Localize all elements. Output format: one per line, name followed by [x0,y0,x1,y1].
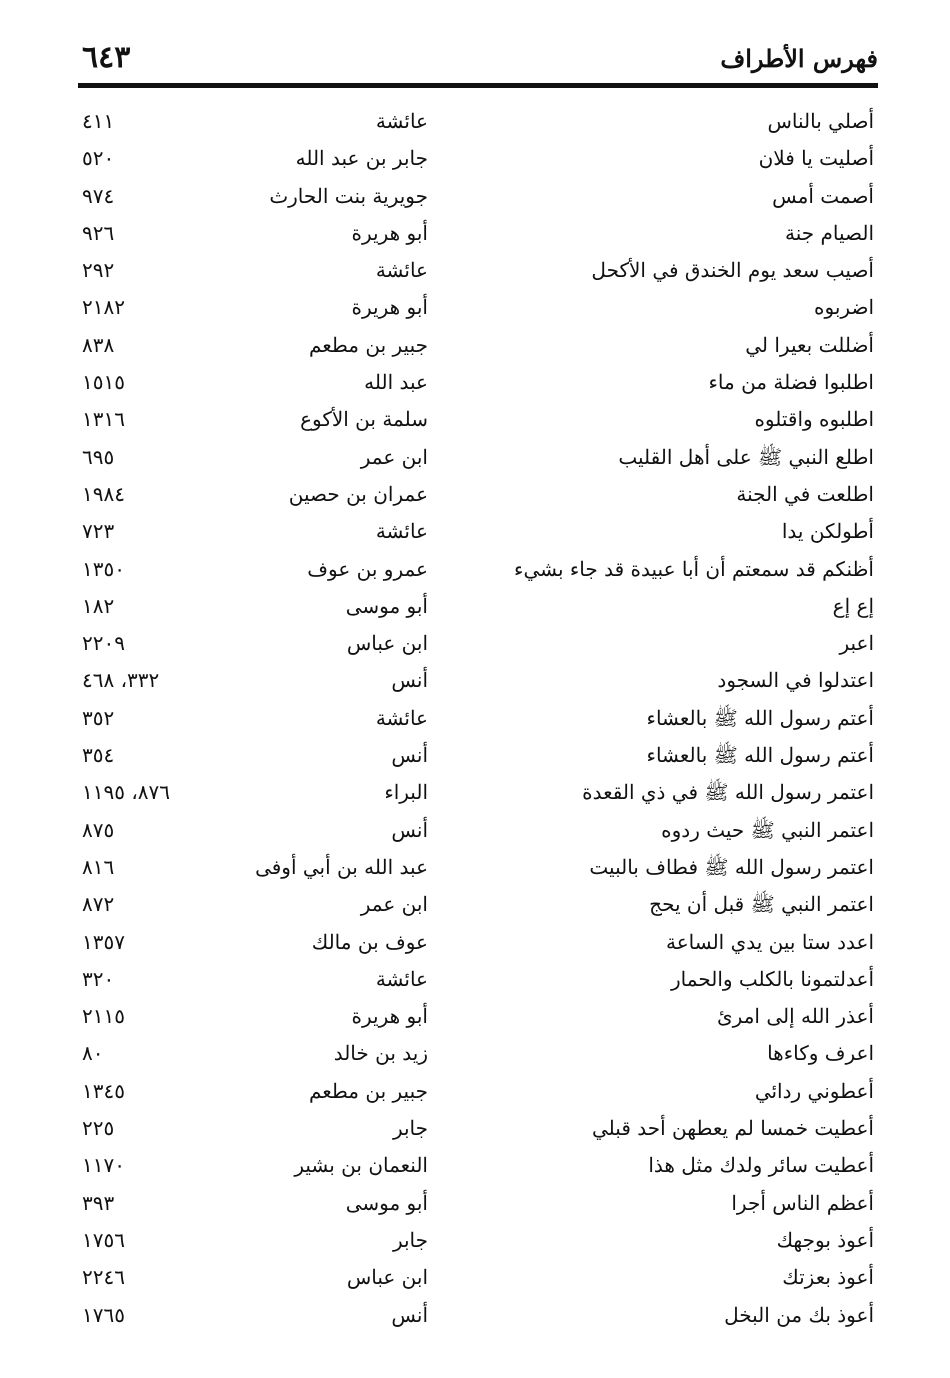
hadith-text: أعطيت خمسا لم يعطهن أحد قبلي [592,1116,874,1141]
hadith-text: اعتمر النبي ﷺ قبل أن يحج [649,892,874,917]
narrator-name: عمرو بن عوف [307,556,428,581]
narrator-name: النعمان بن بشير [294,1153,428,1178]
narrator-name: البراء [384,780,428,805]
index-entry [78,812,878,849]
narrator-name: أنس [391,668,428,693]
index-list [78,103,878,1334]
hadith-text: أعتم رسول الله ﷺ بالعشاء [646,705,874,730]
index-entry [78,774,878,811]
narrator-name: عمران بن حصين [288,481,428,506]
hadith-text: أعطوني ردائي [754,1078,874,1103]
narrator-name: سلمة بن الأكوع [300,407,428,432]
hadith-text: أعوذ بعزتك [782,1265,874,1290]
narrator-name: عائشة [375,258,428,283]
hadith-number: ١٣١٦ [82,407,125,432]
hadith-text: اطلع النبي ﷺ على أهل القليب [618,444,874,469]
narrator-name: جابر [392,1116,428,1141]
header-divider [78,83,878,88]
hadith-text: أظنكم قد سمعتم أن أبا عبيدة قد جاء بشيء [514,556,874,581]
index-entry [78,1222,878,1259]
hadith-text: أصليت يا فلان [758,146,874,171]
narrator-name: ابن عباس [346,631,428,656]
hadith-number: ١٥١٥ [82,370,125,395]
narrator-name: عوف بن مالك [311,929,428,954]
index-entry [78,289,878,326]
index-entry [78,476,878,513]
hadith-number: ١٣٤٥ [82,1078,125,1103]
hadith-text: اعدد ستا بين يدي الساعة [666,929,874,954]
narrator-name: عبد الله بن أبي أوفى [255,854,428,879]
hadith-text: إع إع [832,593,874,618]
hadith-text: اعتمر رسول الله ﷺ فطاف بالبيت [589,854,874,879]
hadith-number: ١٣٥٠ [82,556,125,581]
hadith-number: ٢١٨٢ [82,295,125,320]
narrator-name: عائشة [375,519,428,544]
index-entry [78,252,878,289]
index-entry [78,178,878,215]
narrator-name: أنس [391,817,428,842]
hadith-number: ٦٩٥ [82,444,115,469]
narrator-name: ابن عمر [360,892,428,917]
hadith-text: اطلبوا فضلة من ماء [708,370,874,395]
narrator-name: عائشة [375,109,428,133]
narrator-name: عائشة [375,705,428,730]
hadith-text: أصمت أمس [772,183,874,208]
narrator-name: أبو هريرة [351,220,428,245]
index-entry [78,886,878,923]
hadith-number: ١٨٢ [82,593,115,618]
hadith-text: اعبر [839,631,874,656]
hadith-text: اطلعت في الجنة [736,481,874,506]
hadith-number: ٩٢٦ [82,220,115,245]
hadith-number: ٣٢٠ [82,966,115,991]
hadith-number: ١٧٦٥ [82,1302,125,1327]
hadith-text: اعرف وكاءها [767,1041,874,1066]
narrator-name: جبير بن مطعم [308,1078,428,1103]
index-entry [78,1297,878,1334]
narrator-name: جابر [392,1227,428,1252]
hadith-number: ٣٥٤ [82,743,115,768]
hadith-number: ٣٩٣ [82,1190,115,1215]
hadith-number: ٢٢٤٦ [82,1265,125,1290]
hadith-text: أصلي بالناس [767,109,874,133]
index-entry [78,551,878,588]
hadith-text: أعوذ بك من البخل [724,1302,874,1327]
index-entry [78,103,878,140]
narrator-name: زيد بن خالد [333,1041,428,1066]
index-entry [78,401,878,438]
hadith-number: ١٧٥٦ [82,1227,125,1252]
narrator-name: عائشة [375,966,428,991]
hadith-text: أعوذ بوجهك [776,1227,874,1252]
hadith-number: ٨٣٨ [82,332,115,357]
hadith-number: ١١٧٠ [82,1153,125,1178]
hadith-text: اضربوه [814,295,874,320]
hadith-text: اطلبوه واقتلوه [754,407,874,432]
narrator-name: أنس [391,743,428,768]
narrator-name: عبد الله [364,370,428,395]
index-entry [78,1035,878,1072]
hadith-text: أعطيت سائر ولدك مثل هذا [648,1153,874,1178]
page-header [78,38,878,82]
index-entry [78,140,878,177]
index-entry [78,1259,878,1296]
index-entry [78,625,878,662]
index-entry [78,998,878,1035]
narrator-name: أبو هريرة [351,295,428,320]
index-entry [78,588,878,625]
page-number: ٦٤٣ [82,40,131,75]
index-entry [78,662,878,699]
hadith-text: أعظم الناس أجرا [731,1190,874,1215]
hadith-text: اعتدلوا في السجود [717,668,874,693]
narrator-name: جبير بن مطعم [308,332,428,357]
hadith-number: ٨٧٦، ١١٩٥ [82,780,171,805]
hadith-text: أصيب سعد يوم الخندق في الأكحل [591,258,874,283]
index-entry [78,700,878,737]
narrator-name: جويرية بنت الحارث [269,183,428,208]
index-entry [78,364,878,401]
narrator-name: ابن عباس [346,1265,428,1290]
index-entry [78,439,878,476]
narrator-name: أنس [391,1302,428,1327]
narrator-name: أبو موسى [345,593,428,618]
hadith-text: أعتم رسول الله ﷺ بالعشاء [646,743,874,768]
hadith-text: أعدلتمونا بالكلب والحمار [671,966,874,991]
index-entry [78,1147,878,1184]
hadith-number: ٢١١٥ [82,1004,125,1029]
hadith-number: ٥٢٠ [82,146,115,171]
index-entry [78,737,878,774]
narrator-name: أبو موسى [345,1190,428,1215]
hadith-number: ٤١١ [82,109,115,133]
hadith-number: ١٩٨٤ [82,481,125,506]
hadith-number: ٨١٦ [82,854,115,879]
hadith-number: ٢٢٠٩ [82,631,125,656]
hadith-number: ٩٧٤ [82,183,115,208]
index-entry [78,1073,878,1110]
narrator-name: أبو هريرة [351,1004,428,1029]
hadith-number: ٨٧٢ [82,892,115,917]
index-entry [78,1185,878,1222]
index-entry [78,961,878,998]
page-title: فهرس الأطراف [720,44,878,73]
hadith-text: أعذر الله إلى امرئ [717,1004,874,1029]
hadith-number: ٣٥٢ [82,705,115,730]
hadith-number: ٢٩٢ [82,258,115,283]
hadith-number: ٣٣٢، ٤٦٨ [82,668,160,693]
index-entry [78,215,878,252]
hadith-number: ٨٠ [82,1041,104,1066]
hadith-number: ٧٢٣ [82,519,115,544]
index-entry [78,1110,878,1147]
index-entry [78,924,878,961]
hadith-text: أضللت بعيرا لي [745,332,874,357]
hadith-number: ٨٧٥ [82,817,115,842]
hadith-text: أطولكن يدا [781,519,874,544]
narrator-name: ابن عمر [360,444,428,469]
hadith-text: اعتمر رسول الله ﷺ في ذي القعدة [582,780,874,805]
index-entry [78,849,878,886]
hadith-text: اعتمر النبي ﷺ حيث ردوه [661,817,874,842]
index-entry [78,513,878,550]
hadith-number: ٢٢٥ [82,1116,115,1141]
hadith-text: الصيام جنة [785,220,874,245]
hadith-number: ١٣٥٧ [82,929,125,954]
index-entry [78,327,878,364]
narrator-name: جابر بن عبد الله [295,146,428,171]
